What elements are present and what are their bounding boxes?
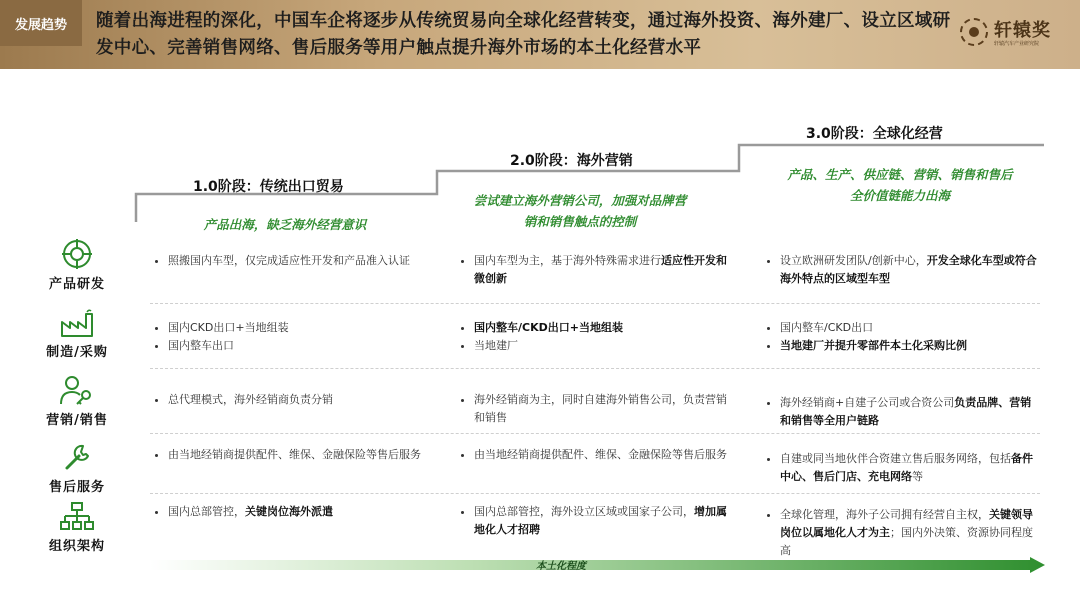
bullet-item: • 由当地经销商提供配件、维保、金融保险等售后服务 — [474, 446, 736, 464]
logo-subtitle: 轩辕汽车产业研究院 — [994, 41, 1040, 47]
bullet-item: • 设立欧洲研发团队/创新中心，开发全球化车型或符合海外特点的区域型车型 — [780, 252, 1042, 288]
section-tag: 发展趋势 — [0, 0, 82, 46]
bullet-item: • 海外经销商为主，同时自建海外销售公司，负责营销和销售 — [474, 391, 736, 427]
stage-1-title: 1.0阶段：传统出口贸易 — [193, 179, 344, 195]
cell-service-stage1 — [150, 446, 430, 464]
row-marketing — [32, 374, 122, 428]
bullet-item: • 全球化管理，海外子公司拥有经营自主权，关键领导岗位以属地化人才为主；国内外决策、资源协同程度高 — [780, 506, 1042, 560]
cell-sales-stage2 — [456, 391, 736, 427]
stage-1-desc: 产品出海，缺乏海外经营意识 — [203, 217, 367, 232]
bullet-item: • 照搬国内车型，仅完成适应性开发和产品准入认证 — [168, 252, 430, 270]
cell-org-stage2 — [456, 503, 736, 539]
cell-mfg-stage3 — [762, 319, 1042, 355]
bullet-item: • 自建或同当地伙伴合资建立售后服务网络，包括备件中心、售后门店、充电网络等 — [780, 450, 1042, 486]
bullet-item: • 国内车型为主，基于海外特殊需求进行适应性开发和微创新 — [474, 252, 736, 288]
logo-name: 轩辕奖 — [994, 20, 1051, 41]
row-label-manufacturing: 制造/采购 — [46, 345, 108, 360]
bullet-item: • 国内整车/CKD出口 — [780, 319, 1042, 337]
bullet-item: • 国内整车/CKD出口+当地组装 — [474, 319, 736, 337]
row-manufacturing — [32, 308, 122, 360]
bullet-item: • 总代理模式，海外经销商负责分销 — [168, 391, 430, 409]
cell-service-stage2 — [456, 446, 736, 464]
row-divider — [150, 493, 1040, 494]
bullet-item: • 当地建厂 — [474, 337, 736, 355]
bullet-item: • 当地建厂并提升零部件本土化采购比例 — [780, 337, 1042, 355]
stage-2-title: 2.0阶段：海外营销 — [510, 153, 633, 169]
row-after-sales — [32, 443, 122, 495]
stage-3-title: 3.0阶段：全球化经营 — [806, 126, 943, 142]
bullet-item: • 国内CKD出口+当地组装 — [168, 319, 430, 337]
cell-mfg-stage2 — [456, 319, 736, 355]
row-product-rd — [32, 238, 122, 292]
wrench-icon — [61, 443, 93, 473]
bullet-item: • 海外经销商+自建子公司或合资公司负责品牌、营销和销售等全用户链路 — [780, 394, 1042, 430]
bullet-item: • 国内总部管控，关键岗位海外派遣 — [168, 503, 430, 521]
row-label-marketing: 营销/销售 — [46, 413, 108, 428]
bullet-item: • 由当地经销商提供配件、维保、金融保险等售后服务 — [168, 446, 430, 464]
row-divider — [150, 368, 1040, 369]
cell-sales-stage1 — [150, 391, 430, 409]
row-label-organization: 组织架构 — [48, 539, 105, 554]
bullet-item: • 国内整车出口 — [168, 337, 430, 355]
cell-org-stage1 — [150, 503, 430, 521]
row-label-after-sales: 售后服务 — [48, 480, 105, 495]
header-summary: 随着出海进程的深化，中国车企将逐步从传统贸易向全球化经营转变，通过海外投资、海外建厂、设立区域研发中心、完善销售网络、售后服务等用户触点提升海外市场的本土化经营水平 — [96, 11, 951, 58]
localization-arrow-label: 本土化程度 — [536, 561, 586, 572]
cell-sales-stage3 — [762, 394, 1042, 430]
bullet-item: • 国内总部管控，海外设立区域或国家子公司，增加属地化人才招聘 — [474, 503, 736, 539]
cell-rd-stage3 — [762, 252, 1042, 288]
row-organization — [32, 502, 122, 554]
cell-service-stage3 — [762, 450, 1042, 486]
factory-icon — [58, 308, 96, 338]
localization-arrow — [150, 557, 1045, 573]
stage-3-desc: 产品、生产、供应链、营销、销售和售后全价值链能力出海 — [787, 167, 1013, 203]
cell-rd-stage2 — [456, 252, 736, 288]
cell-rd-stage1 — [150, 252, 430, 270]
cell-org-stage3 — [762, 506, 1042, 560]
stage-2-desc: 尝试建立海外营销公司，加强对品牌营销和销售触点的控制 — [473, 193, 687, 229]
row-label-product-rd: 产品研发 — [48, 277, 105, 292]
org-chart-icon — [59, 502, 95, 532]
row-divider — [150, 303, 1040, 304]
row-divider — [150, 433, 1040, 434]
cell-mfg-stage1 — [150, 319, 430, 355]
person-key-icon — [58, 374, 96, 406]
target-icon — [61, 238, 93, 270]
